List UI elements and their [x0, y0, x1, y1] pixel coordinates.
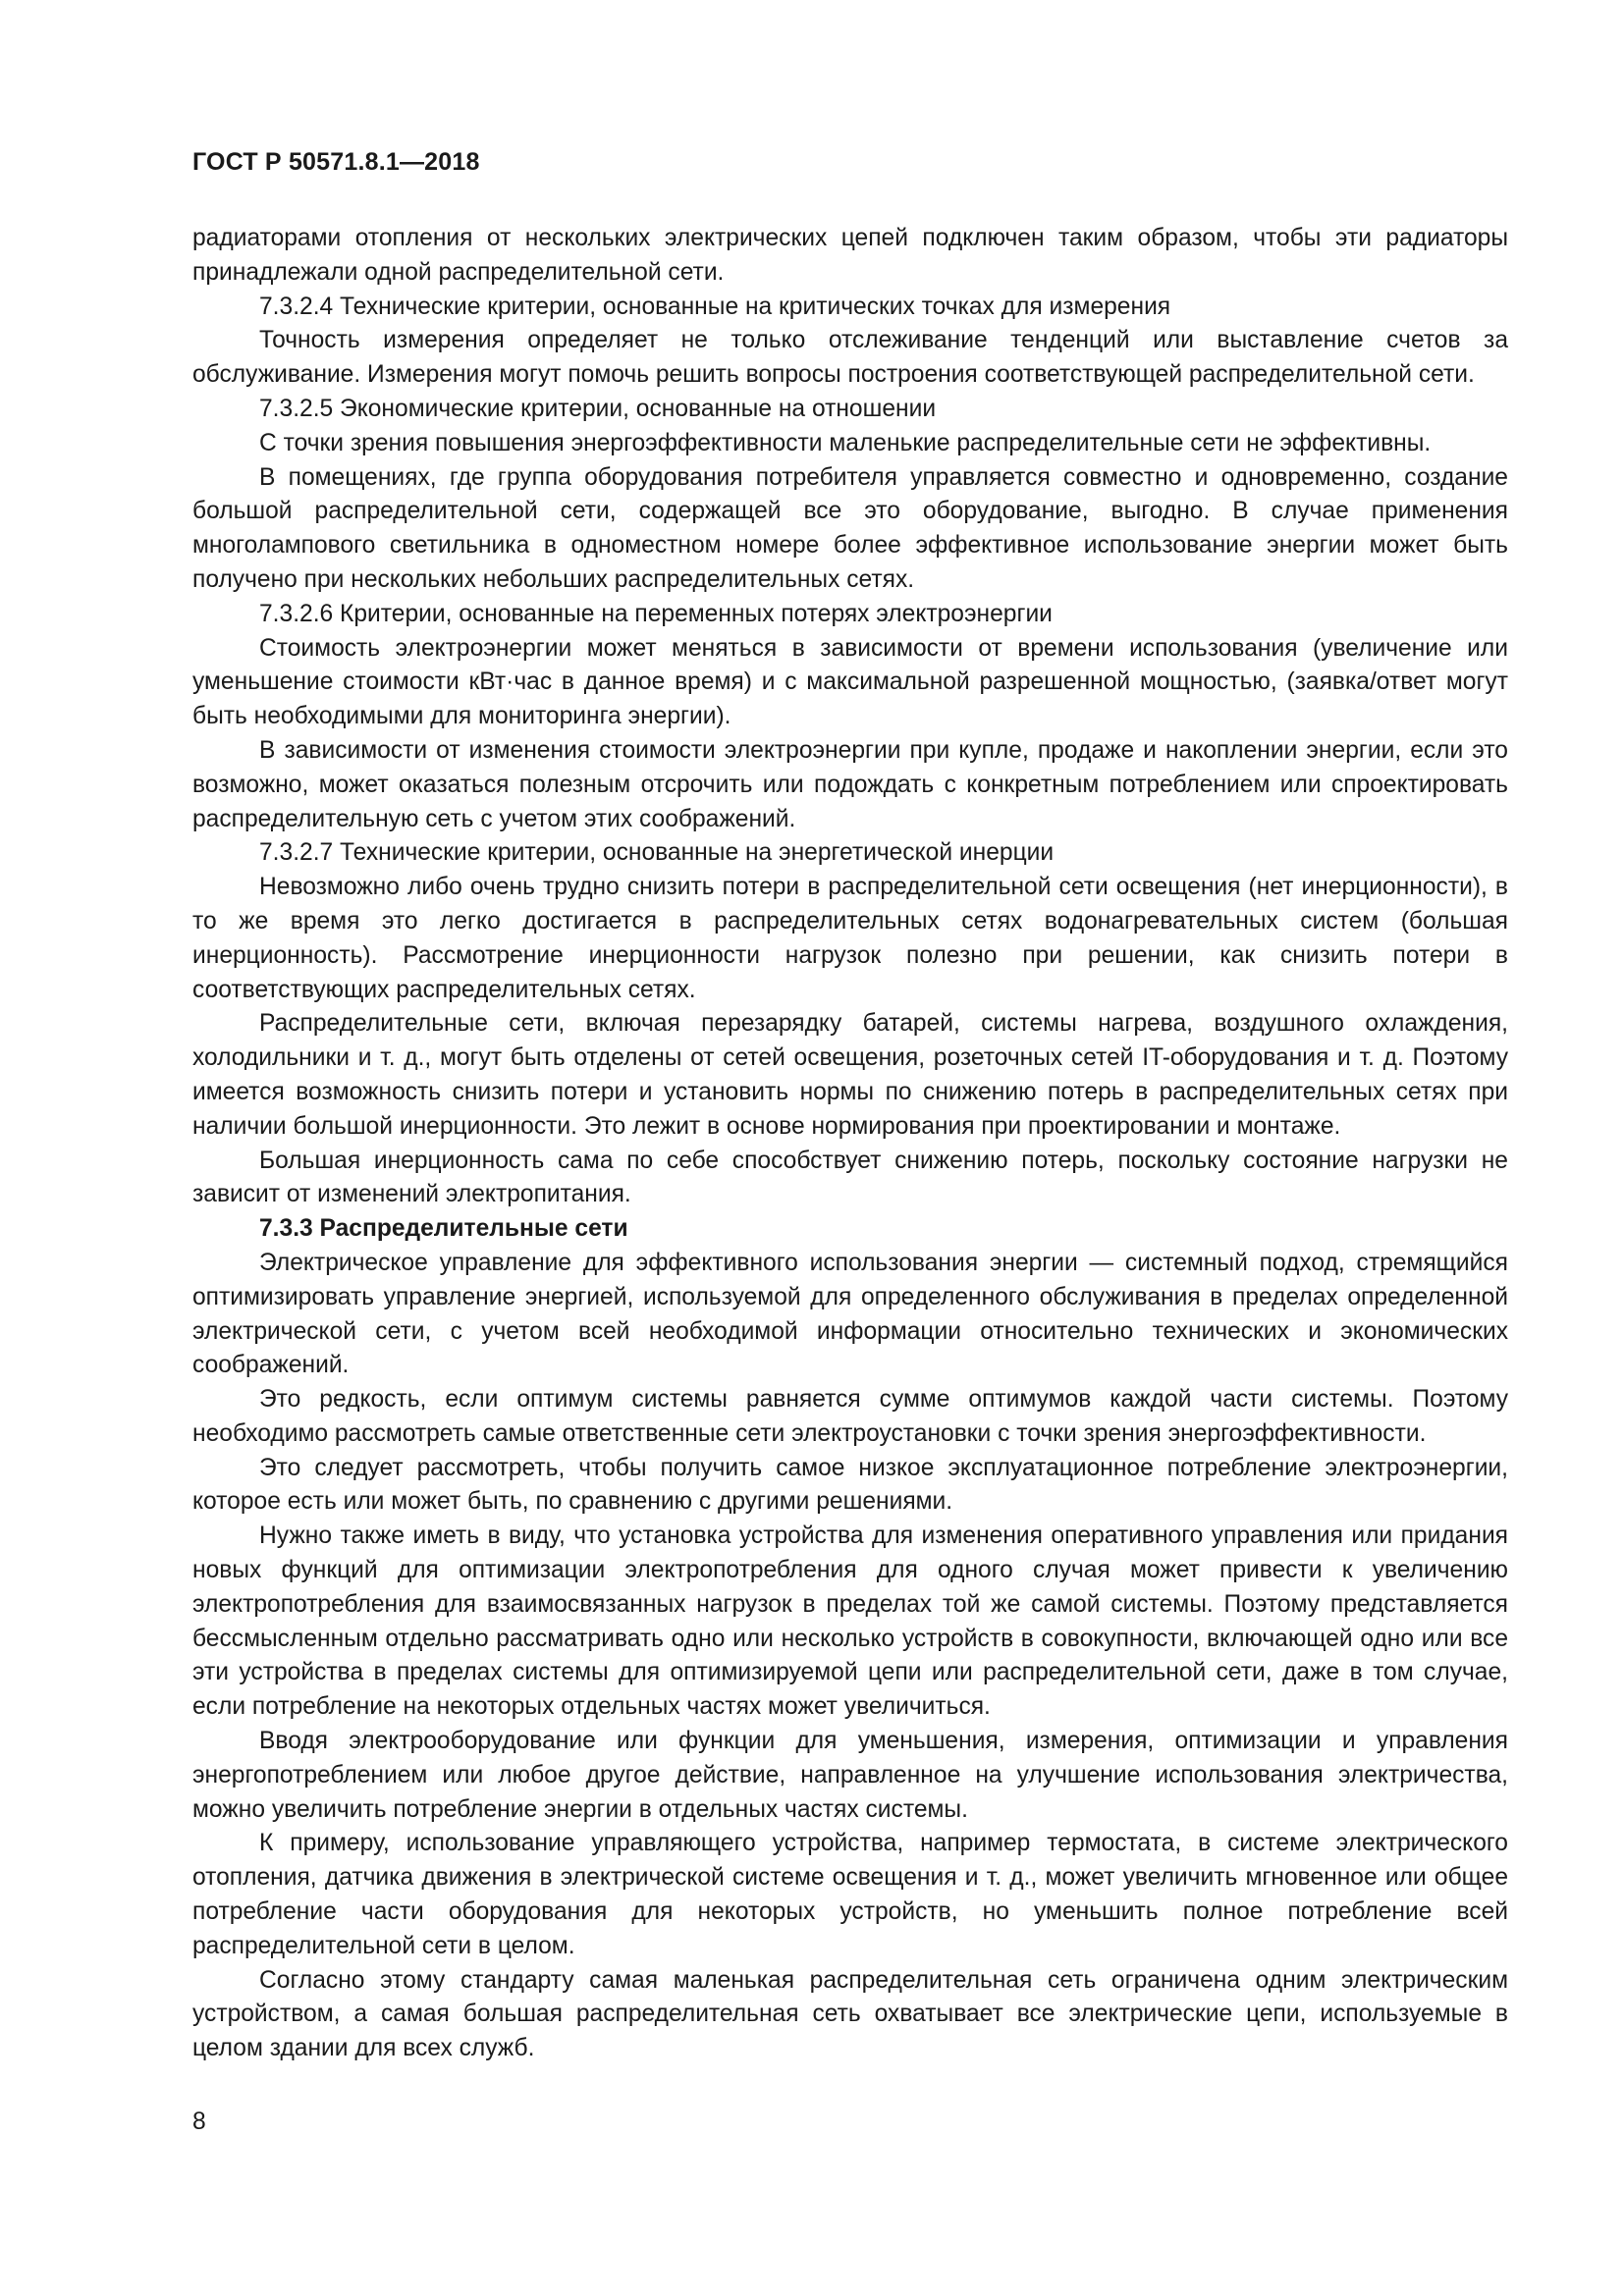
paragraph: Электрическое управление для эффективного использования энергии — системный подход, стремящийся оптимизировать управление энергией, используемой для определенного обслуживания в пределах определенной электрической сети, с учетом всей необходимой информации относительно технических и экономических соображений.	[192, 1249, 1508, 1379]
paragraph: Большая инерционность сама по себе способствует снижению потерь, поскольку состояние нагрузки не зависит от изменений электропитания.	[192, 1147, 1508, 1208]
paragraph: Невозможно либо очень трудно снизить потери в распределительной сети освещения (нет инерционности), в то же время это легко достигается в распределительных сетях водонагревательных систем (большая инерционность). Рассмотрение инерционности нагрузок полезно при решении, как снизить потери в соответствующих распределительных сетях.	[192, 874, 1508, 1003]
paragraph: В зависимости от изменения стоимости электроэнергии при купле, продаже и накоплении энергии, если это возможно, может оказаться полезным отсрочить или подождать с конкретным потреблением или спроектировать распределительную сеть с учетом этих соображений.	[192, 736, 1508, 832]
page-number: 8	[192, 2109, 206, 2135]
paragraph: Это следует рассмотреть, чтобы получить самое низкое эксплуатационное потребление электроэнергии, которое есть или может быть, по сравнению с другими решениями.	[192, 1454, 1508, 1516]
paragraph: Вводя электрооборудование или функции для уменьшения, измерения, оптимизации и управления энергопотреблением или любое другое действие, направленное на улучшение использования электричества, можно увеличить потребление энергии в отдельных частях системы.	[192, 1728, 1508, 1823]
paragraph: Это редкость, если оптимум системы равняется сумме оптимумов каждой части системы. Поэтому необходимо рассмотреть самые ответственные сети электроустановки с точки зрения энергоэффективности.	[192, 1386, 1508, 1447]
paragraph: В помещениях, где группа оборудования потребителя управляется совместно и одновременно, создание большой распределительной сети, содержащей все это оборудование, выгодно. В случае применения многолампового светильника в одноместном номере более эффективное использование энергии может быть получено при нескольких небольших распределительных сетях.	[192, 463, 1508, 593]
paragraph: Нужно также иметь в виду, что установка устройства для изменения оперативного управления или придания новых функций для оптимизации электропотребления для одного случая может привести к увеличению электропотребления для взаимосвязанных нагрузок в пределах той же самой системы. Поэтому представляется бессмысленным отдельно рассматривать одно или несколько устройств в совокупности, включающей одно или все эти устройства в пределах системы для оптимизируемой цепи или распределительной сети, даже в том случае, если потребление на некоторых отдельных частях может увеличиться.	[192, 1522, 1508, 1721]
paragraph: Распределительные сети, включая перезарядку батарей, системы нагрева, воздушного охлаждения, холодильники и т. д., могут быть отделены от сетей освещения, розеточных сетей IT-оборудования и т. д. Поэтому имеется возможность снизить потери и установить нормы по снижению потерь в распределительных сетях при наличии большой инерционности. Это лежит в основе нормирования при проектировании и монтаже.	[192, 1010, 1508, 1140]
document-code-header: ГОСТ Р 50571.8.1—2018	[192, 148, 480, 176]
paragraph: Согласно этому стандарту самая маленькая распределительная сеть ограничена одним электрическим устройством, а самая большая распределительная сеть охватывает все электрические цепи, используемые в целом здании для всех служб.	[192, 1966, 1508, 2062]
paragraph: Точность измерения определяет не только отслеживание тенденций или выставление счетов за обслуживание. Измерения могут помочь решить вопросы построения соответствующей распределительной сети.	[192, 327, 1508, 389]
section-heading-7-3-3: 7.3.3 Распределительные сети	[259, 1215, 628, 1243]
paragraph: К примеру, использование управляющего устройства, например термостата, в системе электрического отопления, датчика движения в электрической системе освещения и т. д., может увеличить мгновенное или общее потребление части оборудования для некоторых устройств, но уменьшить полное потребление всей распределительной сети в целом.	[192, 1830, 1508, 1959]
paragraph-continuation: радиаторами отопления от нескольких электрических цепей подключен таким образом, чтобы эти радиаторы принадлежали одной распределительной сети.	[192, 225, 1508, 286]
clause-heading-7-3-2-6: 7.3.2.6 Критерии, основанные на переменных потерях электроэнергии	[259, 600, 1053, 627]
paragraph: С точки зрения повышения энергоэффективности маленькие распределительные сети не эффективны.	[259, 429, 1432, 456]
clause-heading-7-3-2-7: 7.3.2.7 Технические критерии, основанные на энергетической инерции	[259, 839, 1055, 867]
clause-heading-7-3-2-4: 7.3.2.4 Технические критерии, основанные на критических точках для измерения	[259, 293, 1171, 320]
document-body	[192, 222, 1508, 2066]
clause-heading-7-3-2-5: 7.3.2.5 Экономические критерии, основанные на отношении	[259, 395, 937, 422]
paragraph: Стоимость электроэнергии может меняться в зависимости от времени использования (увеличение или уменьшение стоимости кВт·час в данное время) и с максимальной разрешенной мощностью, (заявка/ответ могут быть необходимыми для мониторинга энергии).	[192, 634, 1508, 730]
